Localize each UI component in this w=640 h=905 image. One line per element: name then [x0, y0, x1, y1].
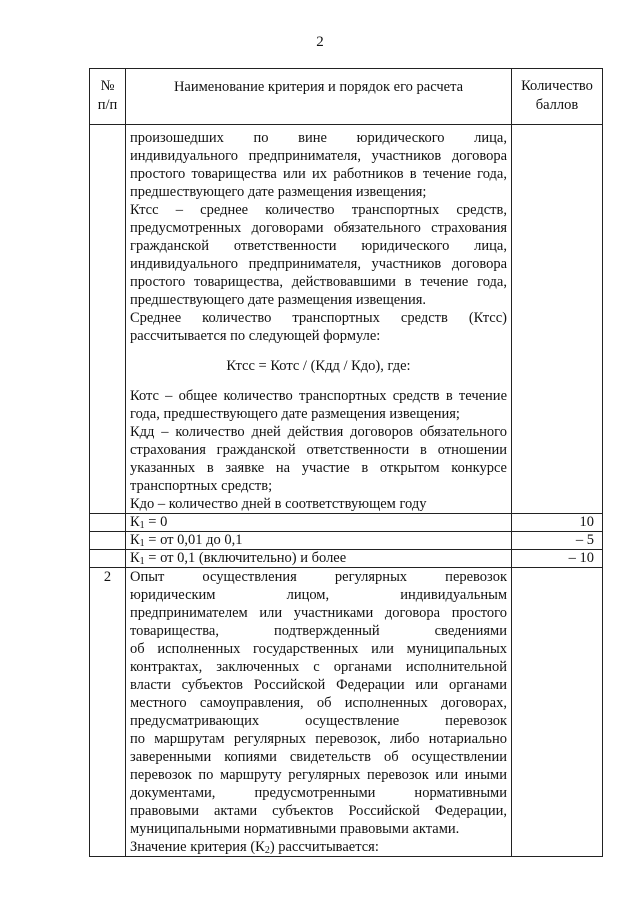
text-line: предпринимателем или участниками договора простого — [130, 605, 507, 621]
text-line: документами, предусмотренными нормативными — [130, 785, 507, 801]
header-points — [512, 69, 603, 125]
text-line: простого товарищества или их работников в течение года, — [130, 166, 507, 182]
formula: Ктсс = Котс / (Кдд / Кдо), где: — [226, 358, 411, 374]
k-subscript: 1 — [139, 556, 145, 567]
k-row-2-score: – 5 — [512, 532, 603, 550]
k-condition: = от 0,01 до 0,1 — [144, 532, 243, 548]
text-line: предшествующего дате размещения извещения; — [130, 184, 427, 200]
text-line: Кдд – количество дней действия договоров обязательного — [130, 424, 507, 440]
text-line: рассчитывается по следующей формуле: — [130, 328, 381, 344]
row2-points-cell — [512, 568, 603, 857]
text-line: индивидуального предпринимателя, участников договора — [130, 256, 507, 272]
text-line: простого товарищества, действовавшими в течение года, — [130, 274, 507, 290]
k-row-3-score: – 10 — [512, 550, 603, 568]
row2-text-cell — [126, 568, 512, 857]
k-row-1-text — [126, 514, 512, 532]
row1-paragraph-block2 — [130, 387, 507, 513]
text-line: страхования гражданской ответственности в отношении — [130, 442, 507, 458]
k-row-3-empty — [90, 550, 126, 568]
header-number-line2: п/п — [97, 97, 118, 113]
text-line: заверенными копиями свидетельств об осуществлении — [130, 749, 507, 765]
header-points-line1: Количество — [521, 78, 593, 94]
k-subscript: 1 — [139, 538, 145, 549]
text-line: контрактах, заключенных с органами исполнительной — [130, 659, 507, 675]
row2-last-post: ) рассчитывается: — [269, 839, 379, 855]
k-subscript: 1 — [139, 520, 145, 531]
text-line: об исполненных государственных или муниципальных — [130, 641, 507, 657]
row2-paragraph — [130, 568, 507, 838]
row2-number: 2 — [90, 568, 126, 857]
text-line: правовыми актами субъектов Российской Федерации, — [130, 803, 507, 819]
text-line: юридическим лицом, индивидуальным — [130, 587, 507, 603]
text-line: Кдо – количество дней в соответствующем году — [130, 496, 427, 512]
text-line: товарищества, подтвержденный сведениями — [130, 623, 507, 639]
header-number-line1: № — [100, 78, 115, 94]
row2 — [90, 568, 603, 857]
row1-continuation — [90, 125, 603, 514]
header-number — [90, 69, 126, 125]
text-line: Котс – общее количество транспортных средств в течение — [130, 388, 507, 404]
text-line: произошедших по вине юридического лица, — [130, 130, 507, 146]
text-line: Среднее количество транспортных средств (Ктсс) — [130, 310, 507, 326]
text-line: предусмотренных договорами обязательного страхования — [130, 220, 507, 236]
k-row-3 — [90, 550, 603, 568]
page-number: 2 — [316, 34, 324, 50]
k-symbol: К — [130, 532, 140, 548]
text-line: предшествующего дате размещения извещения. — [130, 292, 427, 308]
text-line: Ктсс – среднее количество транспортных средств, — [130, 202, 507, 218]
k-symbol: К — [130, 550, 140, 566]
k-row-3-text — [126, 550, 512, 568]
row1-number-cell — [90, 125, 126, 514]
row1-points-cell — [512, 125, 603, 514]
k-row-1 — [90, 514, 603, 532]
row1-paragraph-block1 — [130, 129, 507, 345]
k-row-2 — [90, 532, 603, 550]
text-line: власти субъектов Российской Федерации или органами — [130, 677, 507, 693]
text-line: предусматривающих осуществление перевозок — [130, 713, 507, 729]
k-row-2-empty — [90, 532, 126, 550]
text-line: индивидуального предпринимателя, участников договора — [130, 148, 507, 164]
k-symbol: К — [130, 514, 140, 530]
text-line: перевозок по маршруту регулярных перевозок или иными — [130, 767, 507, 783]
k-row-2-text — [126, 532, 512, 550]
row1-text-cell — [126, 125, 512, 514]
text-line: по маршрутам регулярных перевозок, либо нотариально — [130, 731, 507, 747]
text-line: транспортных средств; — [130, 478, 273, 494]
text-line: местного самоуправления, об исполненных договорах, — [130, 695, 507, 711]
criteria-table — [89, 68, 603, 857]
k-row-1-score: 10 — [512, 514, 603, 532]
row2-last-sub: 2 — [264, 845, 270, 856]
row2-last-pre: Значение критерия (К — [130, 839, 265, 855]
text-line: Опыт осуществления регулярных перевозок — [130, 569, 507, 585]
k-row-1-empty — [90, 514, 126, 532]
header-points-line2: баллов — [535, 97, 579, 113]
text-line: муниципальными нормативными правовыми актами. — [130, 821, 460, 837]
k-condition: = от 0,1 (включительно) и более — [144, 550, 347, 566]
text-line: гражданской ответственности юридического лица, — [130, 238, 507, 254]
text-line: указанных в заявке на участие в открытом конкурсе — [130, 460, 507, 476]
row2-last-line — [130, 838, 507, 856]
k-condition: = 0 — [144, 514, 168, 530]
header-criterion: Наименование критерия и порядок его расчета — [126, 69, 512, 125]
text-line: года, предшествующего дате размещения извещения; — [130, 406, 460, 422]
table-header-row — [90, 69, 603, 125]
